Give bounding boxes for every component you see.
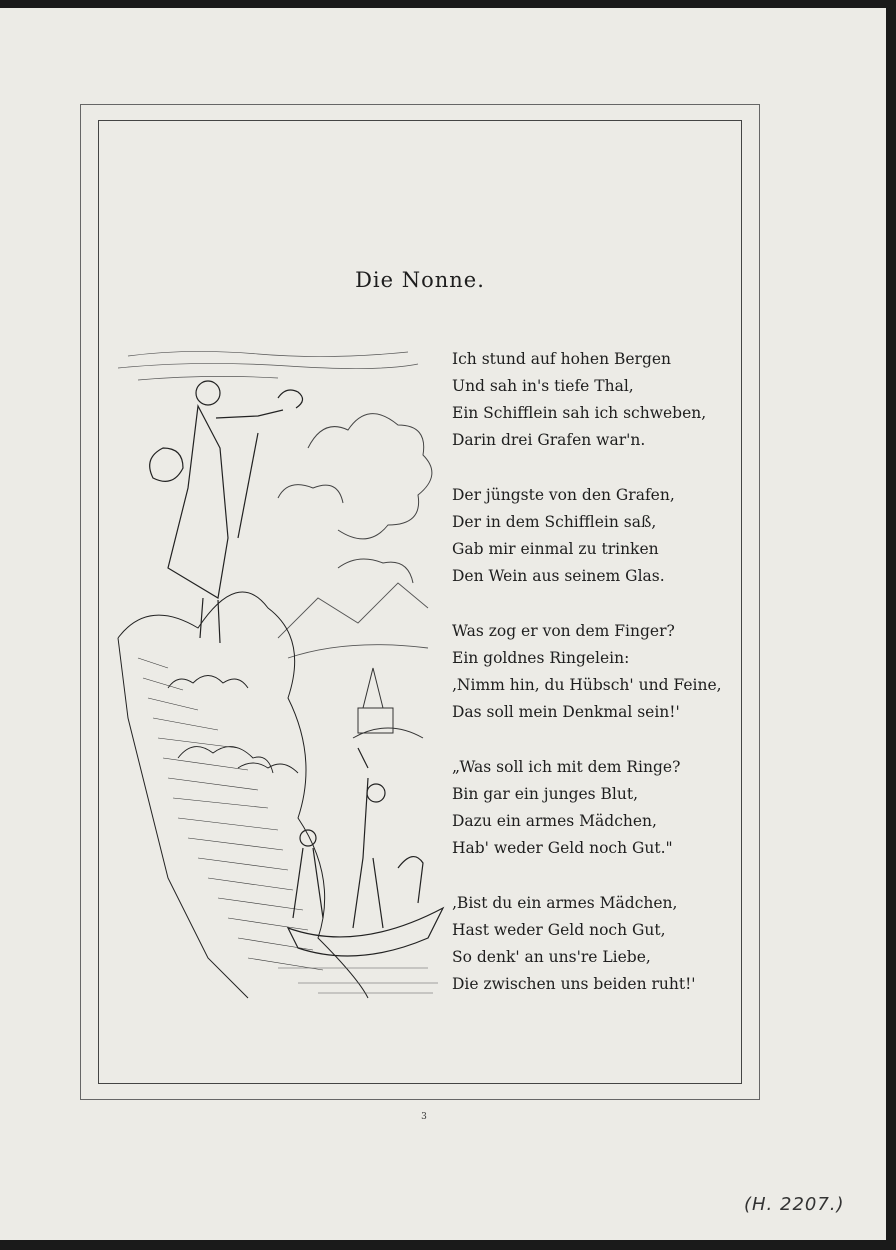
page-number: 3 [421, 1112, 427, 1122]
poem-line: ‚Bist du ein armes Mädchen, [452, 894, 678, 912]
poem-line: Ein Schifflein sah ich schweben, [452, 404, 707, 422]
poem-line: „Was soll ich mit dem Ringe? [452, 758, 681, 776]
poem-line: Gab mir einmal zu trinken [452, 540, 659, 558]
poem-line: So denk' an uns're Liebe, [452, 948, 651, 966]
poem-line: ‚Nimm hin, du Hübsch' und Feine, [452, 676, 722, 694]
handwritten-inventory-note: (H. 2207.) [744, 1194, 845, 1215]
poem-line: Die zwischen uns beiden ruht!' [452, 975, 696, 993]
poem-line: Und sah in's tiefe Thal, [452, 377, 634, 395]
poem-line: Den Wein aus seinem Glas. [452, 567, 665, 585]
poem-line: Hab' weder Geld noch Gut." [452, 839, 673, 857]
poem-line: Bin gar ein junges Blut, [452, 785, 639, 803]
poem-line: Das soll mein Denkmal sein!' [452, 703, 680, 721]
poem-line: Dazu ein armes Mädchen, [452, 812, 657, 830]
stanza-4 [452, 754, 742, 862]
poem-line: Was zog er von dem Finger? [452, 622, 675, 640]
poem-line: Darin drei Grafen war'n. [452, 431, 646, 449]
poem-line: Ein goldnes Ringelein: [452, 649, 630, 667]
poem-line: Hast weder Geld noch Gut, [452, 921, 666, 939]
poem-line: Ich stund auf hohen Bergen [452, 350, 672, 368]
stanza-5 [452, 890, 742, 998]
stanza-1 [452, 346, 742, 454]
poem-title: Die Nonne. [355, 268, 485, 292]
engraving-illustration [108, 338, 448, 1000]
poem-text [452, 346, 742, 1026]
stanza-2 [452, 482, 742, 590]
poem-line: Der in dem Schifflein saß, [452, 513, 657, 531]
poem-line: Der jüngste von den Grafen, [452, 486, 675, 504]
stanza-3 [452, 618, 742, 726]
